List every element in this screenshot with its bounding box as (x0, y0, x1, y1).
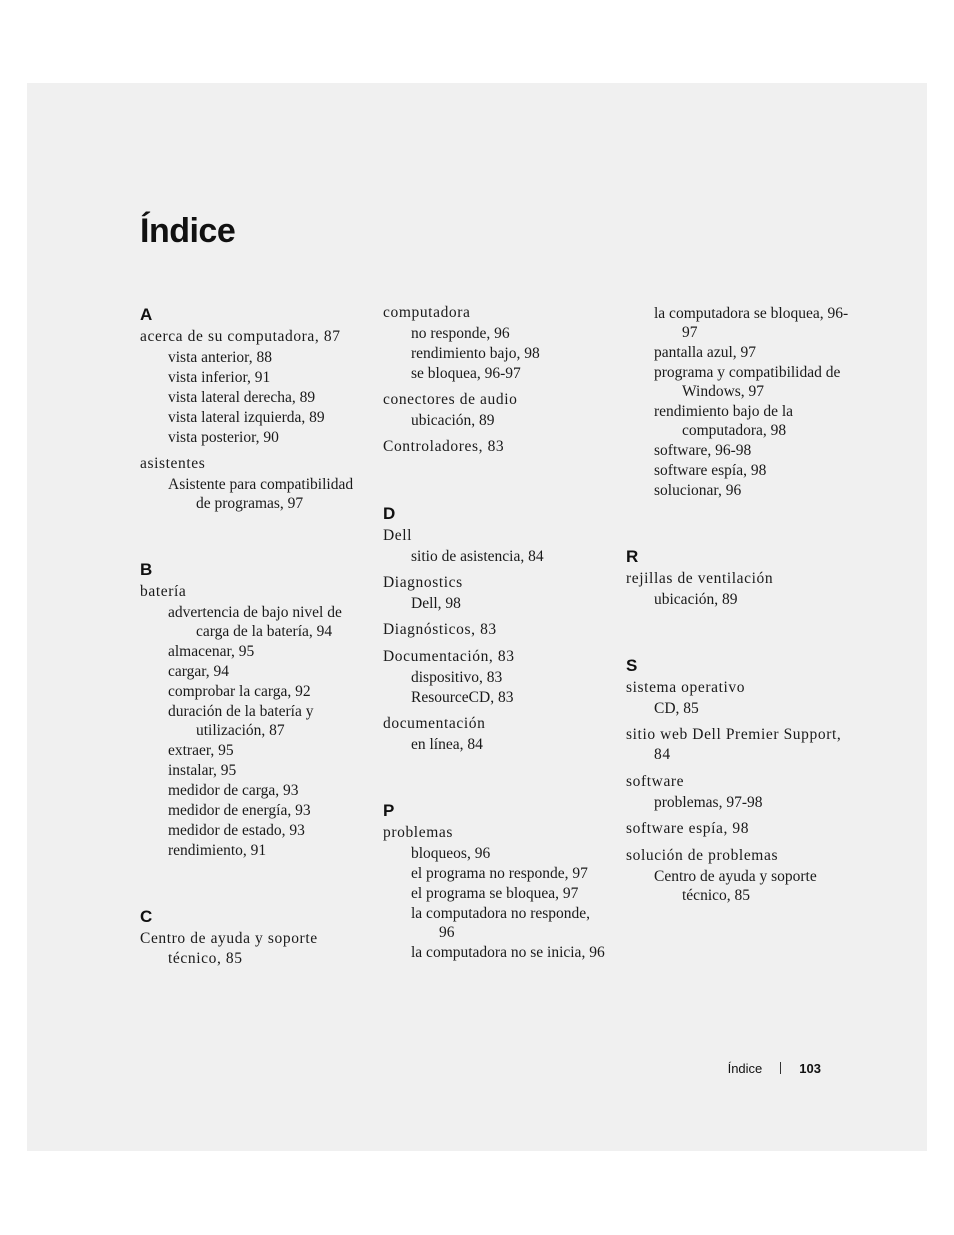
index-entry: batería advertencia de bajo nivel de carga de la batería, 94 almacenar, 95 cargar, 94 comprobar la carga, 92 duración de la batería y utilización, 87 extraer, 95 instalar, 95 medidor de carga, 93 medidor de energía, 93 medidor de estado, 93 rendimiento, 91 (140, 583, 342, 859)
index-entry: problemas bloqueos, 96 el programa no responde, 97 el programa se bloquea, 97 la computadora no responde, 96 la computadora no se inicia, 96 (383, 824, 605, 961)
page-number: 103 (799, 1061, 821, 1076)
index-entry-continued: la computadora se bloquea, 96-97 pantalla azul, 97 programa y compatibilidad de Windows, 97 rendimiento bajo de la computadora, 98 software, 96-98 software espía, 98 solucionar, 96 (654, 305, 849, 499)
footer-divider (780, 1062, 781, 1074)
section-letter-c: C (140, 907, 153, 926)
index-entry: acerca de su computadora, 87 vista anterior, 88 vista inferior, 91 vista lateral derecha, 89 vista lateral izquierda, 89 vista posterior, 90 (140, 328, 341, 446)
index-entry: software espía, 98 (626, 820, 750, 837)
index-entry: Diagnostics Dell, 98 (383, 574, 463, 612)
section-letter-b: B (140, 560, 153, 579)
index-entry: Dell sitio de asistencia, 84 (383, 527, 544, 565)
index-entry: Documentación, 83 dispositivo, 83 ResourceCD, 83 (383, 648, 515, 706)
index-column-2 (383, 303, 608, 969)
index-entry: sitio web Dell Premier Support, 84 (626, 726, 842, 763)
index-entry: asistentes Asistente para compatibilidad de programas, 97 (140, 455, 354, 512)
index-entry: software problemas, 97-98 (626, 773, 763, 811)
index-entry: Controladores, 83 (383, 438, 505, 455)
page-title: Índice (140, 212, 236, 250)
index-column-1 (140, 303, 365, 976)
index-entry: documentación en línea, 84 (383, 715, 486, 753)
index-entry: computadora no responde, 96 rendimiento bajo, 98 se bloquea, 96-97 (383, 304, 540, 382)
index-entry: solución de problemas Centro de ayuda y soporte técnico, 85 (626, 847, 817, 904)
section-letter-d: D (383, 504, 396, 523)
footer-label: Índice (727, 1061, 763, 1076)
index-entry: sistema operativo CD, 85 (626, 679, 746, 717)
page-footer (640, 1061, 821, 1076)
section-letter-p: P (383, 801, 395, 820)
index-entry: Centro de ayuda y soporte técnico, 85 (140, 930, 318, 967)
index-entry: rejillas de ventilación ubicación, 89 (626, 570, 774, 608)
index-column-3 (626, 303, 851, 912)
index-entry: conectores de audio ubicación, 89 (383, 391, 518, 429)
section-letter-r: R (626, 547, 639, 566)
section-letter-s: S (626, 656, 638, 675)
section-letter-a: A (140, 305, 153, 324)
index-entry: Diagnósticos, 83 (383, 621, 497, 638)
